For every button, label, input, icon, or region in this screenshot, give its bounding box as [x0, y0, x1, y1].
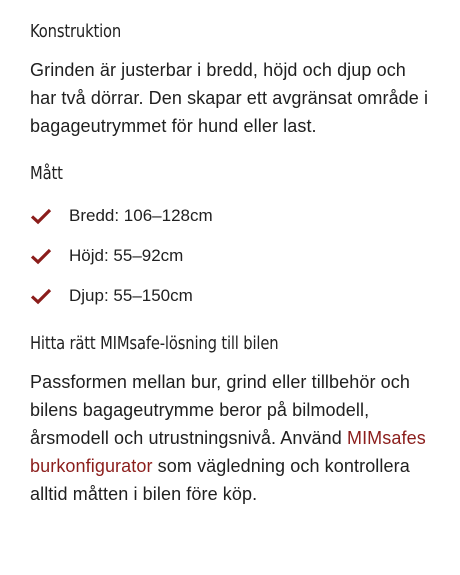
konstruktion-description: Grinden är justerbar i bredd, höjd och djup och har två dörrar. Den skapar ett avgränsat område i bagageutrymmet för hund eller last. — [30, 60, 429, 136]
check-icon — [30, 287, 52, 305]
hitta-description — [30, 368, 430, 508]
hitta-text-before: Passformen mellan bur, grind eller tillbehör och bilens bagageutrymme beror på bilmodell, årsmodell och utrustningsnivå. Använd — [30, 372, 410, 448]
dimension-label: Djup: 55–150cm — [69, 286, 193, 305]
burkonfigurator-link[interactable]: MIMsafes burkonfigurator — [30, 428, 426, 476]
matt-section — [30, 162, 430, 308]
dimension-label: Bredd: 106–128cm — [69, 206, 213, 225]
konstruktion-section — [30, 20, 430, 140]
konstruktion-heading: Konstruktion — [30, 21, 122, 42]
check-icon — [30, 247, 52, 265]
dimension-item-djup — [30, 284, 430, 308]
dimensions-list — [30, 204, 430, 308]
hitta-section — [30, 332, 430, 508]
hitta-text-after: som vägledning och kontrollera alltid måtten i bilen före köp. — [30, 456, 410, 504]
dimension-item-bredd — [30, 204, 430, 228]
hitta-heading: Hitta rätt MIMsafe-lösning till bilen — [30, 333, 279, 354]
matt-heading: Mått — [30, 163, 63, 184]
dimension-item-hojd — [30, 244, 430, 268]
check-icon — [30, 207, 52, 225]
dimension-label: Höjd: 55–92cm — [69, 246, 184, 265]
